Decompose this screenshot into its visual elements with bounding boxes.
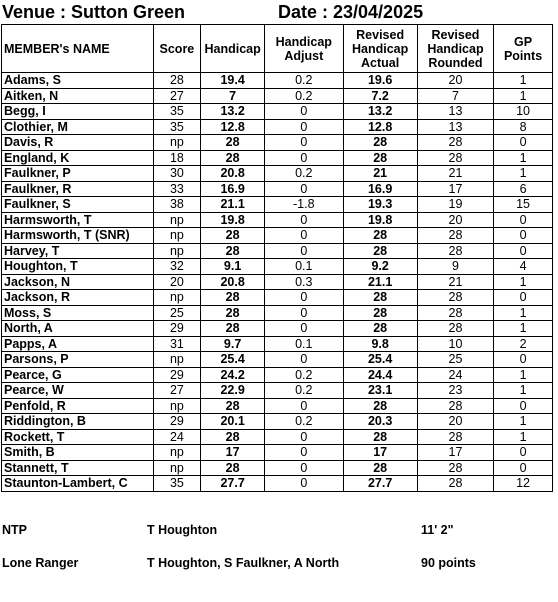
handicap-adjust-cell: 0.2 (265, 73, 343, 89)
revised-actual-cell: 20.3 (343, 414, 417, 430)
revised-rounded-cell: 21 (417, 274, 493, 290)
score-cell: np (153, 243, 200, 259)
score-cell: np (153, 445, 200, 461)
revised-rounded-cell: 28 (417, 398, 493, 414)
gp-points-cell: 0 (494, 290, 553, 306)
col-header-revised-actual: Revised Handicap Actual (343, 25, 417, 73)
results-header (2, 25, 553, 73)
revised-actual-cell: 28 (343, 321, 417, 337)
table-row (2, 398, 553, 414)
gp-points-cell: 1 (494, 166, 553, 182)
member-name-cell: Jackson, R (2, 290, 154, 306)
handicap-cell: 28 (201, 398, 265, 414)
score-cell: 35 (153, 119, 200, 135)
col-header-revised-rounded: Revised Handicap Rounded (417, 25, 493, 73)
revised-actual-cell: 9.2 (343, 259, 417, 275)
table-row (2, 119, 553, 135)
member-name-cell: Staunton-Lambert, C (2, 476, 154, 492)
score-cell: 33 (153, 181, 200, 197)
revised-rounded-cell: 28 (417, 429, 493, 445)
revised-rounded-cell: 28 (417, 460, 493, 476)
score-cell: np (153, 460, 200, 476)
handicap-cell: 28 (201, 321, 265, 337)
member-name-cell: Faulkner, R (2, 181, 154, 197)
member-name-cell: Adams, S (2, 73, 154, 89)
handicap-cell: 16.9 (201, 181, 265, 197)
member-name-cell: Parsons, P (2, 352, 154, 368)
table-row (2, 228, 553, 244)
handicap-adjust-cell: -1.8 (265, 197, 343, 213)
revised-rounded-cell: 9 (417, 259, 493, 275)
score-cell: 24 (153, 429, 200, 445)
member-name-cell: Houghton, T (2, 259, 154, 275)
revised-actual-cell: 24.4 (343, 367, 417, 383)
score-cell: np (153, 290, 200, 306)
table-row (2, 259, 553, 275)
gp-points-cell: 1 (494, 383, 553, 399)
handicap-cell: 20.8 (201, 274, 265, 290)
table-row (2, 414, 553, 430)
gp-points-cell: 1 (494, 414, 553, 430)
revised-rounded-cell: 20 (417, 73, 493, 89)
revised-actual-cell: 25.4 (343, 352, 417, 368)
handicap-adjust-cell: 0 (265, 228, 343, 244)
member-name-cell: Faulkner, S (2, 197, 154, 213)
handicap-cell: 7 (201, 88, 265, 104)
score-cell: np (153, 135, 200, 151)
date-title: Date : 23/04/2025 (278, 2, 424, 22)
handicap-adjust-cell: 0 (265, 181, 343, 197)
gp-points-cell: 1 (494, 321, 553, 337)
gp-points-cell: 0 (494, 398, 553, 414)
revised-rounded-cell: 28 (417, 135, 493, 151)
handicap-cell: 19.8 (201, 212, 265, 228)
handicap-adjust-cell: 0 (265, 460, 343, 476)
table-row (2, 367, 553, 383)
table-row (2, 73, 553, 89)
handicap-adjust-cell: 0 (265, 445, 343, 461)
revised-rounded-cell: 28 (417, 243, 493, 259)
handicap-cell: 28 (201, 429, 265, 445)
gp-points-cell: 0 (494, 212, 553, 228)
ntp-winner: T Houghton (147, 523, 218, 537)
gp-points-cell: 1 (494, 73, 553, 89)
handicap-cell: 20.1 (201, 414, 265, 430)
handicap-cell: 19.4 (201, 73, 265, 89)
revised-rounded-cell: 21 (417, 166, 493, 182)
col-header-name: MEMBER's NAME (2, 25, 154, 73)
score-cell: 20 (153, 274, 200, 290)
gp-points-cell: 1 (494, 429, 553, 445)
table-row (2, 135, 553, 151)
table-row (2, 104, 553, 120)
gp-points-cell: 1 (494, 150, 553, 166)
table-row (2, 88, 553, 104)
score-cell: 27 (153, 88, 200, 104)
score-cell: 27 (153, 383, 200, 399)
handicap-cell: 21.1 (201, 197, 265, 213)
score-cell: 29 (153, 367, 200, 383)
handicap-adjust-cell: 0 (265, 429, 343, 445)
score-cell: 25 (153, 305, 200, 321)
col-header-handicap: Handicap (201, 25, 265, 73)
gp-points-cell: 0 (494, 352, 553, 368)
member-name-cell: Harvey, T (2, 243, 154, 259)
table-row (2, 321, 553, 337)
revised-rounded-cell: 13 (417, 119, 493, 135)
revised-actual-cell: 21.1 (343, 274, 417, 290)
member-name-cell: Smith, B (2, 445, 154, 461)
handicap-cell: 28 (201, 228, 265, 244)
gp-points-cell: 2 (494, 336, 553, 352)
score-cell: 35 (153, 476, 200, 492)
member-name-cell: Aitken, N (2, 88, 154, 104)
handicap-adjust-cell: 0.2 (265, 414, 343, 430)
gp-points-cell: 15 (494, 197, 553, 213)
member-name-cell: Stannett, T (2, 460, 154, 476)
revised-actual-cell: 27.7 (343, 476, 417, 492)
revised-actual-cell: 12.8 (343, 119, 417, 135)
member-name-cell: Faulkner, P (2, 166, 154, 182)
handicap-cell: 13.2 (201, 104, 265, 120)
revised-actual-cell: 28 (343, 150, 417, 166)
revised-actual-cell: 28 (343, 228, 417, 244)
revised-actual-cell: 28 (343, 460, 417, 476)
venue-title: Venue : Sutton Green (2, 2, 186, 22)
gp-points-cell: 1 (494, 305, 553, 321)
header-row (2, 25, 553, 73)
handicap-cell: 28 (201, 243, 265, 259)
handicap-cell: 25.4 (201, 352, 265, 368)
gp-points-cell: 0 (494, 460, 553, 476)
revised-rounded-cell: 10 (417, 336, 493, 352)
revised-rounded-cell: 28 (417, 150, 493, 166)
handicap-adjust-cell: 0 (265, 321, 343, 337)
handicap-adjust-cell: 0.1 (265, 259, 343, 275)
table-row (2, 445, 553, 461)
member-name-cell: Moss, S (2, 305, 154, 321)
revised-actual-cell: 9.8 (343, 336, 417, 352)
results-body (2, 73, 553, 492)
revised-rounded-cell: 7 (417, 88, 493, 104)
revised-actual-cell: 19.6 (343, 73, 417, 89)
handicap-adjust-cell: 0 (265, 212, 343, 228)
member-name-cell: Rockett, T (2, 429, 154, 445)
member-name-cell: Pearce, W (2, 383, 154, 399)
handicap-cell: 28 (201, 305, 265, 321)
table-row (2, 305, 553, 321)
revised-rounded-cell: 28 (417, 305, 493, 321)
revised-actual-cell: 28 (343, 135, 417, 151)
gp-points-cell: 1 (494, 88, 553, 104)
score-cell: np (153, 228, 200, 244)
table-row (2, 476, 553, 492)
handicap-adjust-cell: 0.1 (265, 336, 343, 352)
member-name-cell: Riddington, B (2, 414, 154, 430)
lone-ranger-points: 90 points (421, 556, 476, 570)
gp-points-cell: 0 (494, 228, 553, 244)
table-row (2, 429, 553, 445)
table-row (2, 336, 553, 352)
table-row (2, 243, 553, 259)
handicap-adjust-cell: 0 (265, 135, 343, 151)
gp-points-cell: 0 (494, 243, 553, 259)
handicap-adjust-cell: 0 (265, 243, 343, 259)
results-table (1, 24, 553, 492)
member-name-cell: Papps, A (2, 336, 154, 352)
handicap-adjust-cell: 0 (265, 476, 343, 492)
revised-rounded-cell: 25 (417, 352, 493, 368)
table-row (2, 150, 553, 166)
handicap-adjust-cell: 0 (265, 290, 343, 306)
revised-rounded-cell: 19 (417, 197, 493, 213)
handicap-cell: 27.7 (201, 476, 265, 492)
handicap-adjust-cell: 0.2 (265, 367, 343, 383)
gp-points-cell: 0 (494, 445, 553, 461)
handicap-adjust-cell: 0 (265, 119, 343, 135)
score-cell: 32 (153, 259, 200, 275)
gp-points-cell: 1 (494, 367, 553, 383)
handicap-adjust-cell: 0.2 (265, 88, 343, 104)
table-row (2, 352, 553, 368)
handicap-adjust-cell: 0 (265, 305, 343, 321)
handicap-adjust-cell: 0 (265, 398, 343, 414)
member-name-cell: Pearce, G (2, 367, 154, 383)
table-row (2, 274, 553, 290)
lone-ranger-label: Lone Ranger (2, 556, 79, 570)
score-cell: 29 (153, 321, 200, 337)
col-header-gp-points: GP Points (494, 25, 553, 73)
revised-actual-cell: 21 (343, 166, 417, 182)
score-cell: 38 (153, 197, 200, 213)
table-row (2, 166, 553, 182)
table-row (2, 290, 553, 306)
revised-rounded-cell: 28 (417, 476, 493, 492)
handicap-cell: 20.8 (201, 166, 265, 182)
score-cell: 35 (153, 104, 200, 120)
handicap-adjust-cell: 0.3 (265, 274, 343, 290)
member-name-cell: Davis, R (2, 135, 154, 151)
gp-points-cell: 8 (494, 119, 553, 135)
gp-points-cell: 1 (494, 274, 553, 290)
revised-actual-cell: 28 (343, 290, 417, 306)
gp-points-cell: 4 (494, 259, 553, 275)
revised-rounded-cell: 17 (417, 181, 493, 197)
revised-rounded-cell: 20 (417, 414, 493, 430)
member-name-cell: North, A (2, 321, 154, 337)
handicap-cell: 28 (201, 460, 265, 476)
revised-actual-cell: 19.8 (343, 212, 417, 228)
revised-rounded-cell: 20 (417, 212, 493, 228)
gp-points-cell: 10 (494, 104, 553, 120)
table-row (2, 212, 553, 228)
handicap-cell: 22.9 (201, 383, 265, 399)
member-name-cell: Penfold, R (2, 398, 154, 414)
revised-rounded-cell: 23 (417, 383, 493, 399)
handicap-adjust-cell: 0 (265, 150, 343, 166)
table-row (2, 383, 553, 399)
score-cell: 18 (153, 150, 200, 166)
ntp-label: NTP (2, 523, 27, 537)
handicap-cell: 28 (201, 290, 265, 306)
col-header-score: Score (153, 25, 200, 73)
gp-points-cell: 12 (494, 476, 553, 492)
revised-actual-cell: 16.9 (343, 181, 417, 197)
lone-ranger-team: T Houghton, S Faulkner, A North (147, 556, 340, 570)
handicap-cell: 28 (201, 135, 265, 151)
score-cell: 28 (153, 73, 200, 89)
revised-actual-cell: 13.2 (343, 104, 417, 120)
table-row (2, 197, 553, 213)
score-cell: np (153, 352, 200, 368)
handicap-adjust-cell: 0 (265, 104, 343, 120)
revised-rounded-cell: 17 (417, 445, 493, 461)
gp-points-cell: 0 (494, 135, 553, 151)
handicap-adjust-cell: 0 (265, 352, 343, 368)
member-name-cell: England, K (2, 150, 154, 166)
handicap-adjust-cell: 0.2 (265, 383, 343, 399)
revised-actual-cell: 28 (343, 305, 417, 321)
handicap-cell: 17 (201, 445, 265, 461)
revised-actual-cell: 23.1 (343, 383, 417, 399)
revised-actual-cell: 28 (343, 243, 417, 259)
revised-rounded-cell: 28 (417, 321, 493, 337)
revised-rounded-cell: 13 (417, 104, 493, 120)
member-name-cell: Begg, I (2, 104, 154, 120)
gp-points-cell: 6 (494, 181, 553, 197)
handicap-cell: 12.8 (201, 119, 265, 135)
handicap-cell: 24.2 (201, 367, 265, 383)
score-cell: 30 (153, 166, 200, 182)
revised-actual-cell: 19.3 (343, 197, 417, 213)
score-cell: np (153, 398, 200, 414)
title-row (2, 2, 556, 22)
table-row (2, 181, 553, 197)
score-cell: 31 (153, 336, 200, 352)
handicap-cell: 9.7 (201, 336, 265, 352)
handicap-adjust-cell: 0.2 (265, 166, 343, 182)
revised-rounded-cell: 28 (417, 290, 493, 306)
table-row (2, 460, 553, 476)
member-name-cell: Jackson, N (2, 274, 154, 290)
revised-actual-cell: 28 (343, 429, 417, 445)
member-name-cell: Clothier, M (2, 119, 154, 135)
revised-actual-cell: 7.2 (343, 88, 417, 104)
ntp-distance: 11' 2" (421, 523, 454, 537)
revised-rounded-cell: 24 (417, 367, 493, 383)
col-header-handicap-adjust: Handicap Adjust (265, 25, 343, 73)
revised-actual-cell: 28 (343, 398, 417, 414)
handicap-cell: 28 (201, 150, 265, 166)
member-name-cell: Harmsworth, T (SNR) (2, 228, 154, 244)
member-name-cell: Harmsworth, T (2, 212, 154, 228)
revised-rounded-cell: 28 (417, 228, 493, 244)
score-cell: 29 (153, 414, 200, 430)
score-cell: np (153, 212, 200, 228)
handicap-cell: 9.1 (201, 259, 265, 275)
revised-actual-cell: 17 (343, 445, 417, 461)
